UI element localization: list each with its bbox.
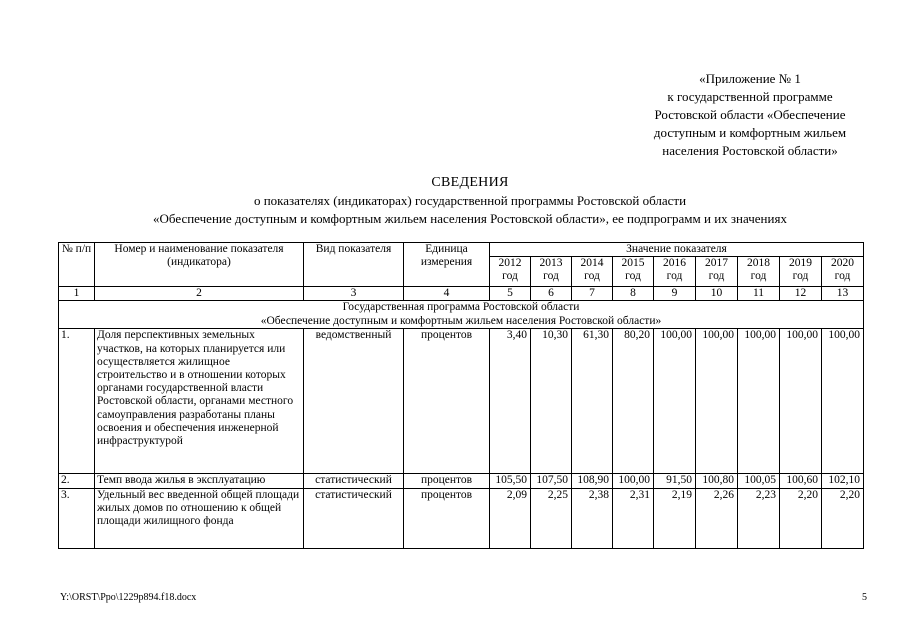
header-year: 2015 год	[613, 257, 654, 287]
column-number: 7	[572, 287, 613, 301]
document-heading	[40, 174, 900, 228]
program-title-line1: Государственная программа Ростовской области	[342, 301, 580, 314]
row-value: 2,09	[490, 488, 531, 548]
table-row	[59, 488, 864, 548]
row-value: 105,50	[490, 474, 531, 488]
page-number: 5	[862, 592, 867, 603]
column-number: 12	[780, 287, 822, 301]
row-unit: процентов	[404, 329, 490, 474]
header-type: Вид показателя	[304, 243, 404, 287]
row-value: 100,05	[738, 474, 780, 488]
row-value: 3,40	[490, 329, 531, 474]
row-value: 2,20	[780, 488, 822, 548]
row-value: 2,23	[738, 488, 780, 548]
row-name: Темп ввода жилья в эксплуатацию	[95, 474, 304, 488]
header-num: № п/п	[59, 243, 95, 287]
document-subtitle-line1: о показателях (индикаторах) государственной программы Ростовской области	[253, 193, 687, 208]
row-value: 2,19	[654, 488, 696, 548]
column-number: 4	[404, 287, 490, 301]
row-value: 2,31	[613, 488, 654, 548]
row-num: 3.	[59, 488, 95, 548]
appendix-line: Ростовской области «Обеспечение	[654, 107, 846, 122]
row-value: 91,50	[654, 474, 696, 488]
header-year: 2016 год	[654, 257, 696, 287]
row-value: 2,20	[822, 488, 864, 548]
header-year: 2018 год	[738, 257, 780, 287]
file-path: Y:\ORST\Ppo\1229p894.f18.docx	[60, 592, 197, 603]
row-name: Удельный вес введенной общей площади жилых домов по отношению к общей площади жилищного фонда	[95, 488, 304, 548]
table-row	[59, 474, 864, 488]
row-num: 1.	[59, 329, 95, 474]
document-title: СВЕДЕНИЯ	[431, 175, 509, 190]
row-value: 10,30	[531, 329, 572, 474]
row-value: 80,20	[613, 329, 654, 474]
header-year: 2013 год	[531, 257, 572, 287]
row-value: 100,00	[613, 474, 654, 488]
header-unit: Единица измерения	[404, 243, 490, 287]
header-row	[59, 243, 864, 257]
document-subtitle-line2: «Обеспечение доступным и комфортным жильем населения Ростовской области», ее подпрограмм и их значениях	[153, 211, 787, 226]
column-number: 6	[531, 287, 572, 301]
header-value-group: Значение показателя	[490, 243, 864, 257]
row-num: 2.	[59, 474, 95, 488]
appendix-line: доступным и комфортным жильем	[653, 125, 847, 140]
row-type: статистический	[304, 474, 404, 488]
column-number: 11	[738, 287, 780, 301]
column-number-row	[59, 287, 864, 301]
appendix-line: населения Ростовской области»	[662, 143, 838, 158]
header-year: 2012 год	[490, 257, 531, 287]
column-number: 13	[822, 287, 864, 301]
indicators-table	[58, 242, 864, 549]
column-number: 2	[95, 287, 304, 301]
row-value: 100,80	[696, 474, 738, 488]
table-row	[59, 329, 864, 474]
row-type: ведомственный	[304, 329, 404, 474]
appendix-line: «Приложение № 1	[699, 71, 801, 86]
header-year: 2017 год	[696, 257, 738, 287]
header-year: 2020 год	[822, 257, 864, 287]
row-unit: процентов	[404, 474, 490, 488]
row-value: 102,10	[822, 474, 864, 488]
row-value: 100,00	[780, 329, 822, 474]
row-value: 100,60	[780, 474, 822, 488]
row-value: 100,00	[822, 329, 864, 474]
row-value: 100,00	[696, 329, 738, 474]
appendix-note	[620, 70, 880, 160]
column-number: 9	[654, 287, 696, 301]
column-number: 8	[613, 287, 654, 301]
program-title-row	[59, 301, 864, 329]
column-number: 3	[304, 287, 404, 301]
row-value: 2,26	[696, 488, 738, 548]
column-number: 5	[490, 287, 531, 301]
row-value: 108,90	[572, 474, 613, 488]
column-number: 1	[59, 287, 95, 301]
row-value: 2,25	[531, 488, 572, 548]
row-value: 100,00	[654, 329, 696, 474]
row-value: 100,00	[738, 329, 780, 474]
row-value: 2,38	[572, 488, 613, 548]
header-name: Номер и наименование показателя (индикатора)	[95, 243, 304, 287]
header-year: 2014 год	[572, 257, 613, 287]
row-unit: процентов	[404, 488, 490, 548]
row-type: статистический	[304, 488, 404, 548]
row-value: 107,50	[531, 474, 572, 488]
appendix-line: к государственной программе	[667, 89, 833, 104]
column-number: 10	[696, 287, 738, 301]
program-title-line2: «Обеспечение доступным и комфортным жильем населения Ростовской области»	[260, 314, 662, 327]
row-name: Доля перспективных земельных участков, на которых планируется или осуществляется жилищное строительство и в отношении которых органами государственной власти Ростовской области, органами местного самоуправления разработаны планы освоения и обеспечения инженерной инфраструктурой	[95, 329, 304, 474]
row-value: 61,30	[572, 329, 613, 474]
program-title	[59, 301, 864, 329]
header-year: 2019 год	[780, 257, 822, 287]
